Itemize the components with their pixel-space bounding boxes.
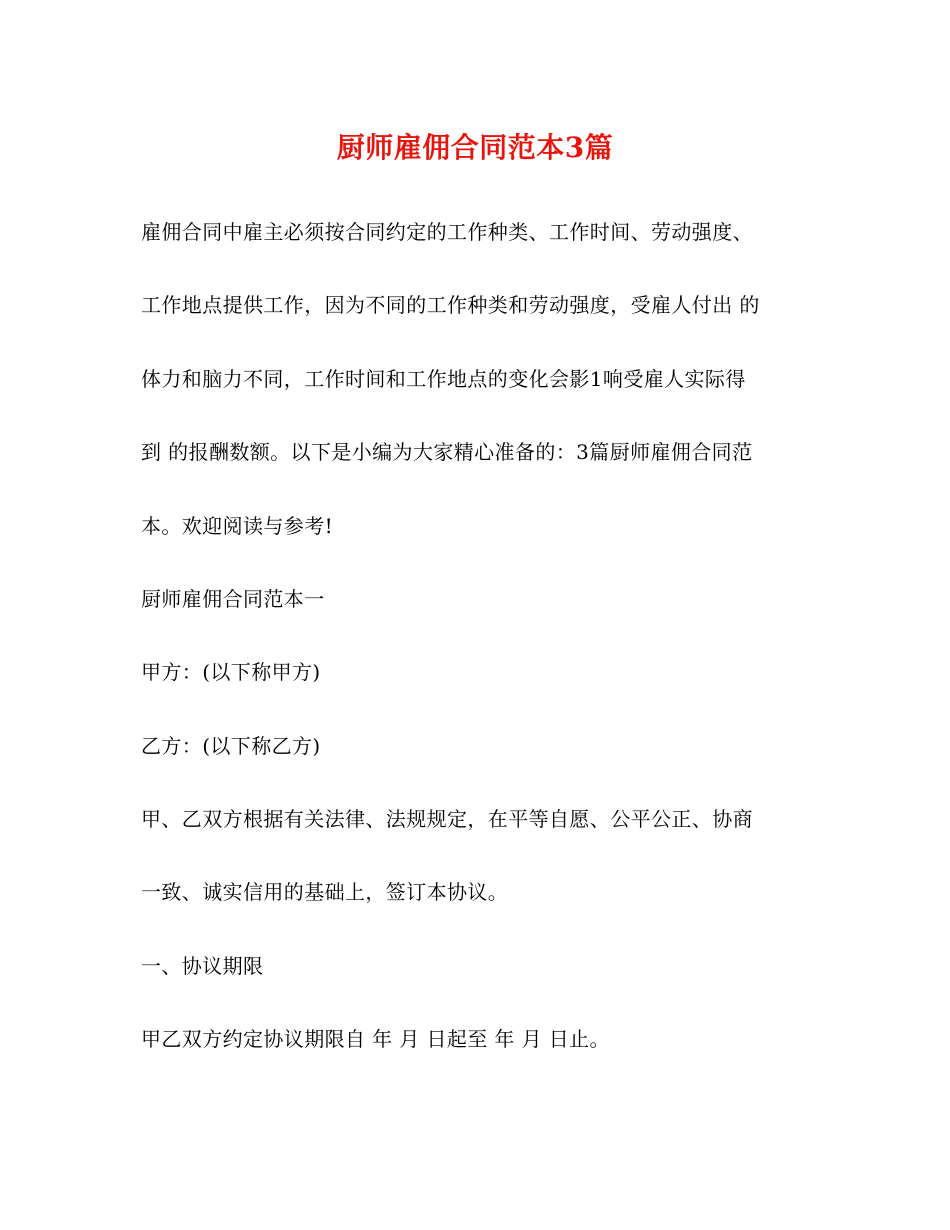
- party-b-line: 乙方：(以下称乙方): [141, 734, 321, 758]
- paragraph-line: 本。欢迎阅读与参考!: [141, 514, 334, 538]
- paragraph-line: 甲、乙双方根据有关法律、法规规定，在平等自愿、公平公正、协商: [141, 807, 753, 831]
- section-heading: 厨师雇佣合同范本一: [141, 587, 325, 611]
- paragraph-line: 体力和脑力不同，工作时间和工作地点的变化会影1响受雇人实际得: [141, 367, 746, 391]
- clause-heading: 一、协议期限: [141, 954, 264, 978]
- paragraph-line: 到 的报酬数额。以下是小编为大家精心准备的：3篇厨师雇佣合同范: [141, 440, 753, 464]
- paragraph-line: 工作地点提供工作，因为不同的工作种类和劳动强度，受雇人付出 的: [141, 293, 760, 317]
- paragraph-line: 雇佣合同中雇主必须按合同约定的工作种类、工作时间、劳动强度、: [141, 220, 753, 244]
- party-a-line: 甲方：(以下称甲方): [141, 660, 321, 684]
- document-title: 厨师雇佣合同范本3篇: [336, 131, 614, 164]
- paragraph-line: 一致、诚实信用的基础上，签订本协议。: [141, 880, 509, 904]
- paragraph-line: 甲乙双方约定协议期限自 年 月 日起至 年 月 日止。: [141, 1027, 610, 1051]
